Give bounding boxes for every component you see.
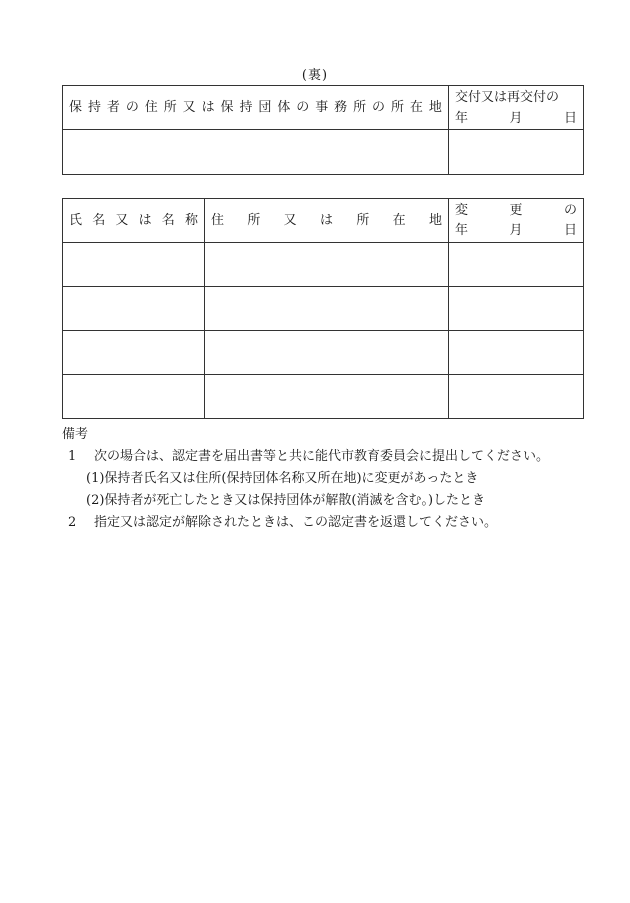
issue-table-header-row: [63, 86, 584, 130]
header-char: 又: [115, 212, 129, 228]
address-header-text: [211, 211, 442, 231]
address-cell[interactable]: [205, 331, 449, 375]
header-char: 更: [509, 202, 523, 218]
header-char: 所: [163, 99, 177, 115]
header-char: は: [319, 212, 333, 228]
header-char: 日: [563, 222, 577, 238]
header-char: 又: [182, 99, 196, 115]
header-char: 者: [106, 99, 120, 115]
change-date-cell[interactable]: [449, 331, 584, 375]
header-char: 月: [509, 110, 523, 126]
header-char: 名: [92, 212, 106, 228]
change-table: [62, 198, 584, 419]
notes-section: [62, 424, 602, 534]
note-item-2: [62, 512, 602, 534]
change-table-header-row: [63, 199, 584, 243]
header-char: 務: [334, 99, 348, 115]
header-char: 年: [455, 110, 469, 126]
header-char: 地: [428, 99, 442, 115]
holder-address-header: [63, 86, 449, 130]
header-char: 年: [455, 222, 469, 238]
issue-date-header: [449, 86, 584, 130]
header-char: 変: [455, 202, 469, 218]
note-sub-item-1: (1)保持者氏名又は住所(保持団体名称又所在地)に変更があったとき: [86, 471, 479, 486]
header-char: は: [138, 212, 152, 228]
header-char: 在: [392, 212, 406, 228]
header-char: 称: [184, 212, 198, 228]
issue-date-header-line2: [455, 109, 577, 129]
header-char: 持: [87, 99, 101, 115]
header-char: 所: [390, 99, 404, 115]
header-char: 体: [277, 99, 291, 115]
issue-date-cell[interactable]: [449, 130, 584, 175]
header-char: 所: [247, 212, 261, 228]
name-header: [63, 199, 205, 243]
change-table-row: [63, 243, 584, 287]
holder-address-cell[interactable]: [63, 130, 449, 175]
header-char: 団: [258, 99, 272, 115]
header-char: は: [201, 99, 215, 115]
header-char: 住: [144, 99, 158, 115]
change-date-cell[interactable]: [449, 287, 584, 331]
note-sub-item-2: (2)保持者が死亡したとき又は保持団体が解散(消滅を含む。)したとき: [86, 493, 486, 508]
note-item-2-text: 指定又は認定が解除されたときは、この認定書を返還してください。: [94, 515, 498, 530]
header-char: の: [296, 99, 310, 115]
issue-table-row: [63, 130, 584, 175]
name-cell[interactable]: [63, 243, 205, 287]
address-header: [205, 199, 449, 243]
notes-title: 備考: [62, 427, 89, 442]
change-date-header-line2: [455, 221, 577, 241]
header-char: 住: [211, 212, 225, 228]
note-item-1: [62, 446, 602, 468]
header-char: 地: [428, 212, 442, 228]
address-cell[interactable]: [205, 375, 449, 419]
issue-date-header-line1: 交付又は再交付の: [455, 89, 560, 105]
change-table-row: [63, 375, 584, 419]
note-item-1-number: 1: [68, 449, 77, 464]
header-char: の: [372, 99, 386, 115]
header-char: 又: [283, 212, 297, 228]
header-char: の: [125, 99, 139, 115]
name-cell[interactable]: [63, 287, 205, 331]
address-cell[interactable]: [205, 287, 449, 331]
header-char: 月: [509, 222, 523, 238]
header-char: 名: [161, 212, 175, 228]
header-char: 所: [356, 212, 370, 228]
change-date-cell[interactable]: [449, 375, 584, 419]
change-date-header-line1: [455, 201, 577, 221]
change-table-row: [63, 287, 584, 331]
header-char: 持: [239, 99, 253, 115]
change-date-cell[interactable]: [449, 243, 584, 287]
name-header-text: [69, 211, 198, 231]
change-table-row: [63, 331, 584, 375]
header-char: 日: [563, 110, 577, 126]
name-cell[interactable]: [63, 375, 205, 419]
header-char: 氏: [69, 212, 83, 228]
header-char: の: [563, 202, 577, 218]
header-char: 事: [315, 99, 329, 115]
issue-table: [62, 85, 584, 175]
header-char: 所: [353, 99, 367, 115]
note-item-2-number: 2: [68, 515, 77, 530]
holder-address-header-text: [69, 98, 442, 118]
name-cell[interactable]: [63, 331, 205, 375]
note-item-1-text: 次の場合は、認定書を届出書等と共に能代市教育委員会に提出してください。: [94, 449, 550, 464]
header-char: 在: [409, 99, 423, 115]
header-char: 保: [69, 99, 83, 115]
address-cell[interactable]: [205, 243, 449, 287]
change-date-header: [449, 199, 584, 243]
page-heading: (裏): [301, 68, 329, 83]
header-char: 保: [220, 99, 234, 115]
